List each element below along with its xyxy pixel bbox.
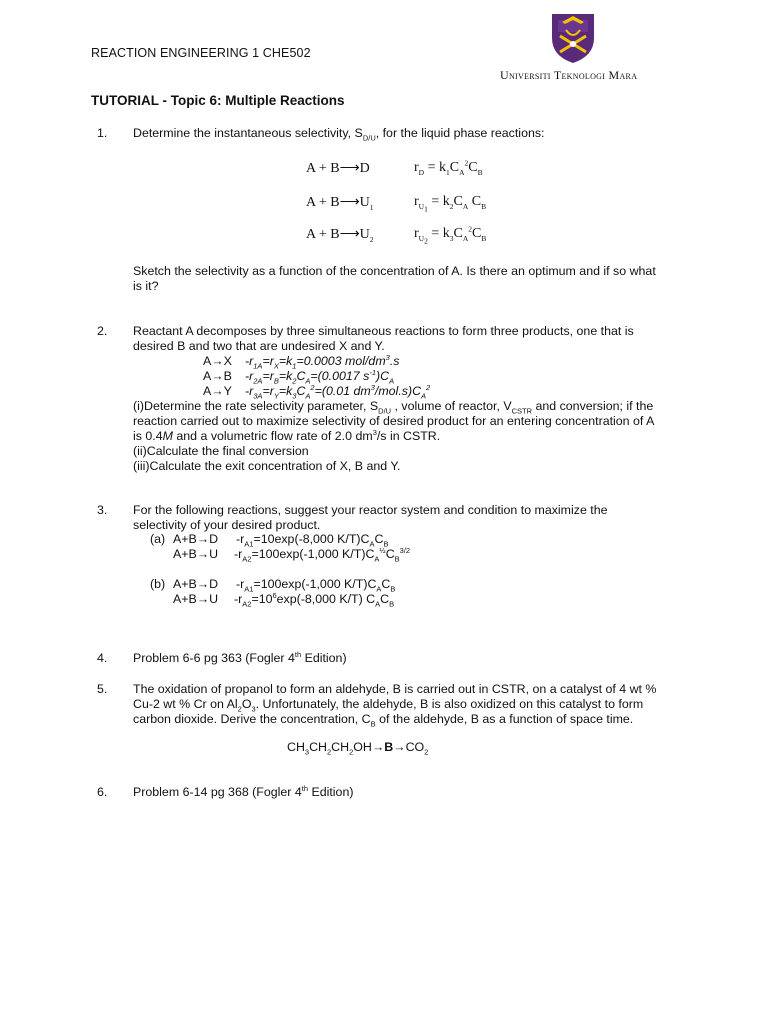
q3-b-reaction-2: A+B→U [173,592,219,606]
q3-b-rate-1: $-r_{A1}=100\exp(-1,000$ $K/T)C_AC_B$ [236,577,396,594]
course-header: REACTION ENGINEERING 1 CHE502 [91,46,311,60]
q3-a-rate-2: $-r_{A2}=100\exp(-1,000$ $K/T)C_A^{\frac{1}{2}}C_B^{3/2}$ [234,545,411,564]
q5-text: The oxidation of propanol to form an aldehyde, B is carried out in CSTR, on a catalyst of 4 wt % Cu-2 wt % Cr on $Al_2O_3$. Unfortunately, the aldehyde, B is also oxidized on this catalyst to form carbon dioxide. Derive the concentration, $C_B$ of the aldehyde, B as a function of space time. [133,682,657,729]
question-number-6: 6. [97,785,108,799]
q2-parts: (i)Determine the rate selectivity parameter, $S_{D/U}$ , volume of reactor, $V_{CSTR}$ and conversion; if the reaction carried out to maximize selectivity of desired product for an entering concentration of A is 0.4M and a volumetric flow rate of 2.0 $dm^3/s$ in CSTR. (ii)Calculate the final conversion (iii)Calculate the exit concentration of X, B and Y. [133,399,655,473]
q5-reaction: $CH_3CH_2CH_2OH\to B\to CO_2$ [287,740,429,757]
q1-reaction-1: A + B⟶D [306,161,370,176]
q1-rate-2: $r_{U_1} = k_2C_A$ $C_B$ [414,194,487,214]
q1-text: Determine the instantaneous selectivity, $S_{D/U}$, for the liquid phase reactions: [133,126,545,143]
q3-a-rate-1: $-r_{A1}=10\exp(-8,000$ $K/T)C_AC_B$ [236,532,389,549]
question-number-1: 1. [97,126,108,140]
q1-rate-3: $r_{U_2} = k_3C_A^2C_B$ [414,224,487,246]
q3-a-reaction-2: A+B→U [173,547,219,561]
q2-rate-3: $-r_{3A}=r_Y=k_3C_A^2=(0.01$ $dm^3/mol.s)C_A^2$ [245,382,431,401]
q3-part-a-label: (a) [150,532,166,546]
q2-reaction-3: A→Y [203,384,232,398]
question-number-4: 4. [97,651,108,665]
q1-reaction-2: $A + B⟶U_1$ [306,195,374,212]
page-title: TUTORIAL - Topic 6: Multiple Reactions [91,93,345,108]
q3-b-reaction-1: A+B→D [173,577,219,591]
q1-sketch-text: Sketch the selectivity as a function of the concentration of A. Is there an optimum and if so what is it? [133,264,656,293]
q1-rate-1: $r_D = k_1C_A^2C_B$ [414,158,483,177]
q2-rate-1: $-r_{1A}=r_X=k_1=0.0003$ mol/$dm^3.s$ [245,352,400,371]
question-number-5: 5. [97,682,108,696]
q2-reaction-2: A→B [203,369,232,383]
question-number-2: 2. [97,324,108,338]
university-name: Universiti Teknologi Mara [500,68,638,82]
q3-part-b-label: (b) [150,577,166,591]
question-number-3: 3. [97,503,108,517]
q3-intro: For the following reactions, suggest your reactor system and condition to maximize the selectivity of your desired product. [133,503,608,532]
q6-text: Problem 6-14 pg 368 (Fogler 4th Edition) [133,783,354,799]
q3-a-reaction-1: A+B→D [173,532,219,546]
q1-reaction-3: $A + B⟶U_2$ [306,227,374,244]
q3-b-rate-2: $-r_{A2}=10^6\exp(-8,000$ K/T) $C_AC_B$ [234,590,395,609]
q4-text: Problem 6-6 pg 363 (Fogler 4th Edition) [133,649,347,665]
q2-reaction-1: A→X [203,354,232,368]
university-logo-icon [548,12,598,64]
q2-intro: Reactant A decomposes by three simultaneous reactions to form three products, one that is desired B and two that are undesired X and Y. [133,324,634,353]
q2-rate-2: $-r_{2A}=r_B=k_2C_A=(0.0017$ $s^{-1})C_A$ [245,367,395,386]
